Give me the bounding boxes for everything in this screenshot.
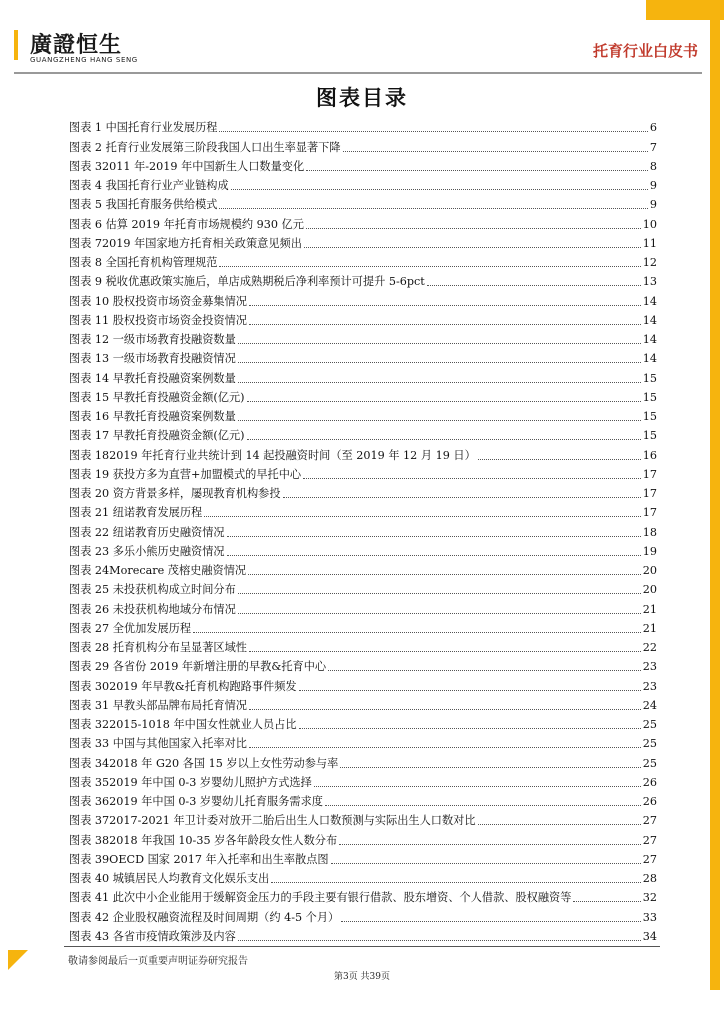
toc-entry[interactable]	[69, 366, 657, 385]
toc-entry-label: 图表 382018 年我国 10-35 岁各年龄段女性人数分布	[69, 833, 338, 847]
toc-entry-label: 图表 41 此次中小企业能用于缓解资金压力的手段主要有银行借款、股东增资、个人借款、股权融资等	[69, 891, 572, 905]
toc-dot-leader	[331, 863, 641, 864]
toc-dot-leader	[227, 555, 641, 556]
toc-dot-leader	[238, 362, 641, 363]
toc-entry-page: 10	[642, 217, 657, 231]
toc-entry-label: 图表 33 中国与其他国家入托率对比	[69, 737, 247, 751]
toc-entry[interactable]	[69, 867, 657, 886]
toc-entry-page: 17	[642, 487, 657, 500]
toc-dot-leader	[343, 151, 648, 152]
toc-dot-leader	[238, 420, 641, 421]
page-number: 第3页 共39页	[333, 972, 391, 982]
toc-entry-label: 图表 27 全优加发展历程	[69, 621, 192, 635]
logo-chinese-name: 廣證恒生	[30, 33, 123, 58]
toc-entry[interactable]	[69, 501, 657, 520]
toc-entry-page: 15	[642, 429, 657, 443]
toc-dot-leader	[193, 632, 641, 633]
toc-entry-label: 图表 72019 年国家地方托育相关政策意见频出	[69, 236, 302, 250]
toc-dot-leader	[219, 208, 647, 209]
toc-entry[interactable]	[69, 135, 657, 154]
toc-dot-leader	[219, 266, 640, 267]
header-divider	[14, 72, 702, 74]
toc-dot-leader	[238, 343, 641, 344]
toc-entry[interactable]	[69, 848, 657, 867]
toc-entry-page: 11	[642, 236, 657, 250]
toc-entry-label: 图表 5 我国托育服务供给模式	[69, 198, 218, 212]
toc-entry[interactable]	[69, 386, 657, 405]
toc-entry-label: 图表 21 纽诺教育发展历程	[69, 506, 203, 520]
toc-entry[interactable]	[69, 694, 657, 713]
toc-dot-leader	[231, 189, 648, 190]
report-title: 托育行业白皮书	[592, 42, 698, 60]
toc-entry-page: 23	[642, 660, 657, 674]
toc-entry[interactable]	[69, 597, 657, 616]
toc-dot-leader	[227, 536, 641, 537]
toc-dot-leader	[325, 805, 641, 806]
toc-entry[interactable]	[69, 270, 657, 289]
toc-entry[interactable]	[69, 540, 657, 559]
toc-entry-label: 图表 19 获投方多为直营+加盟模式的早托中心	[69, 467, 302, 481]
toc-entry[interactable]	[69, 155, 657, 174]
toc-entry-label: 图表 322015-1018 年中国女性就业人员占比	[69, 718, 297, 731]
toc-entry[interactable]	[69, 636, 657, 655]
toc-entry[interactable]	[69, 674, 657, 693]
toc-entry[interactable]	[69, 443, 657, 462]
toc-dot-leader	[271, 882, 640, 883]
toc-entry-page: 25	[642, 737, 657, 751]
toc-dot-leader	[303, 478, 641, 479]
toc-entry-label: 图表 302019 年早教&托育机构跑路事件频发	[69, 679, 297, 693]
toc-entry-page: 17	[642, 467, 657, 481]
toc-entry-label: 图表 342018 年 G20 各国 15 岁以上女性劳动参与率	[69, 756, 339, 770]
toc-entry-page: 14	[642, 352, 657, 366]
page-edge-stripe	[710, 14, 720, 990]
footer-disclaimer: 敬请参阅最后一页重要声明证券研究报告	[68, 956, 248, 967]
toc-dot-leader	[340, 767, 640, 768]
toc-dot-leader	[339, 844, 641, 845]
toc-entry-page: 12	[642, 256, 657, 269]
toc-dot-leader	[247, 401, 641, 402]
toc-entry-label: 图表 24Morecare 茂榕史融资情况	[69, 564, 247, 577]
toc-entry-label: 图表 11 股权投资市场资金投资情况	[69, 313, 247, 327]
toc-entry-label: 图表 42 企业股权融资流程及时间周期（约 4-5 个月）	[69, 910, 340, 924]
toc-dot-leader	[306, 170, 648, 171]
toc-entry-page: 15	[642, 390, 657, 404]
toc-entry-label: 图表 20 资方背景多样，屡现教育机构参投	[69, 487, 281, 500]
toc-entry[interactable]	[69, 771, 657, 790]
toc-entry-page: 6	[649, 121, 657, 135]
toc-entry-page: 17	[642, 506, 657, 520]
toc-dot-leader	[573, 901, 640, 902]
toc-entry-label: 图表 29 各省份 2019 年新增注册的早教&托育中心	[69, 660, 327, 674]
toc-dot-leader	[478, 459, 641, 460]
toc-entry[interactable]	[69, 809, 657, 828]
toc-dot-leader	[249, 324, 641, 325]
toc-entry[interactable]	[69, 463, 657, 482]
toc-entry-page: 27	[642, 833, 657, 847]
toc-dot-leader	[238, 382, 641, 383]
toc-entry[interactable]	[69, 790, 657, 809]
toc-dot-leader	[283, 497, 641, 498]
toc-dot-leader	[249, 651, 641, 652]
toc-entry-page: 21	[642, 602, 657, 616]
toc-entry-label: 图表 39OECD 国家 2017 年入托率和出生率散点图	[69, 852, 329, 866]
toc-entry[interactable]	[69, 251, 657, 270]
toc-entry[interactable]	[69, 828, 657, 847]
toc-dot-leader	[314, 786, 641, 787]
toc-dot-leader	[249, 305, 641, 306]
toc-entry-page: 8	[649, 159, 657, 173]
toc-entry-page: 19	[642, 544, 657, 558]
toc-dot-leader	[238, 593, 641, 594]
toc-entry[interactable]	[69, 212, 657, 231]
toc-entry-label: 图表 22 纽诺教育历史融资情况	[69, 525, 225, 539]
toc-dot-leader	[204, 516, 641, 517]
toc-entry-page: 14	[642, 313, 657, 327]
toc-entry-label: 图表 25 未投获机构成立时间分布	[69, 583, 236, 597]
toc-entry-label: 图表 26 未投获机构地域分布情况	[69, 602, 236, 616]
toc-entry-label: 图表 372017-2021 年卫计委对放开二胎后出生人口数预测与实际出生人口数对比	[69, 814, 476, 828]
toc-entry-label: 图表 182019 年托育行业共统计到 14 起投融资时间（至 2019 年 12 月 19 日）	[69, 448, 476, 462]
toc-dot-leader	[328, 670, 641, 671]
toc-entry[interactable]	[69, 309, 657, 328]
toc-entry[interactable]	[69, 732, 657, 751]
toc-entry[interactable]	[69, 347, 657, 366]
toc-entry[interactable]	[69, 578, 657, 597]
toc-entry[interactable]	[69, 559, 657, 578]
toc-dot-leader	[249, 747, 641, 748]
toc-entry-label: 图表 1 中国托育行业发展历程	[69, 121, 218, 135]
toc-dot-leader	[248, 574, 641, 575]
logo-english-name: GUANGZHENG HANG SENG	[30, 56, 138, 64]
toc-entry[interactable]	[69, 751, 657, 770]
toc-entry-page: 22	[642, 641, 657, 654]
toc-entry-label: 图表 15 早教托育投融资金额(亿元)	[69, 390, 245, 404]
toc-entry-label: 图表 8 全国托育机构管理规范	[69, 256, 218, 269]
toc-entry[interactable]	[69, 617, 657, 636]
toc-entry[interactable]	[69, 328, 657, 347]
toc-entry-label: 图表 31 早教头部品牌布局托育情况	[69, 698, 247, 712]
toc-entry-page: 21	[642, 621, 657, 635]
toc-entry-label: 图表 28 托育机构分布呈显著区域性	[69, 641, 247, 654]
toc-entry-label: 图表 362019 年中国 0-3 岁婴幼儿托育服务需求度	[69, 795, 323, 808]
toc-entry-page: 13	[642, 275, 657, 289]
toc-entry-label: 图表 43 各省市疫情政策涉及内容	[69, 929, 236, 943]
toc-entry-page: 26	[642, 795, 657, 808]
brand-logo	[14, 26, 164, 70]
toc-entry-page: 24	[642, 698, 657, 712]
toc-entry[interactable]	[69, 905, 657, 924]
toc-dot-leader	[299, 690, 641, 691]
toc-entry[interactable]	[69, 232, 657, 251]
toc-dot-leader	[299, 728, 641, 729]
toc-dot-leader	[238, 940, 641, 941]
toc-dot-leader	[219, 131, 647, 132]
toc-entry-page: 15	[642, 410, 657, 423]
toc-entry[interactable]	[69, 424, 657, 443]
toc-entry-label: 图表 352019 年中国 0-3 岁婴幼儿照护方式选择	[69, 775, 312, 789]
toc-entry-label: 图表 40 城镇居民人均教育文化娱乐支出	[69, 872, 270, 885]
toc-entry[interactable]	[69, 655, 657, 674]
toc-entry-page: 15	[642, 371, 657, 385]
toc-entry-page: 27	[642, 852, 657, 866]
toc-entry-label: 图表 13 一级市场教育投融资情况	[69, 352, 236, 366]
toc-entry-page: 23	[642, 679, 657, 693]
toc-entry-label: 图表 32011 年-2019 年中国新生人口数量变化	[69, 159, 305, 173]
toc-entry[interactable]	[69, 482, 657, 501]
page-title: 图表目录	[316, 85, 408, 110]
toc-entry-label: 图表 14 早教托育投融资案例数量	[69, 371, 236, 385]
toc-entry-page: 14	[642, 333, 657, 346]
toc-dot-leader	[249, 709, 641, 710]
toc-entry-page: 28	[642, 872, 657, 885]
toc-entry-page: 33	[642, 910, 657, 924]
toc-entry[interactable]	[69, 520, 657, 539]
toc-dot-leader	[427, 285, 641, 286]
toc-entry[interactable]	[69, 174, 657, 193]
toc-entry-label: 图表 16 早教托育投融资案例数量	[69, 410, 236, 423]
toc-entry-page: 14	[642, 294, 657, 308]
toc-dot-leader	[238, 613, 641, 614]
toc-entry[interactable]	[69, 713, 657, 732]
toc-entry[interactable]	[69, 405, 657, 424]
toc-entry-page: 32	[642, 891, 657, 905]
toc-entry-page: 27	[642, 814, 657, 828]
toc-entry[interactable]	[69, 886, 657, 905]
toc-entry-label: 图表 12 一级市场教育投融资数量	[69, 333, 236, 346]
toc-dot-leader	[247, 439, 641, 440]
toc-entry-label: 图表 23 多乐小熊历史融资情况	[69, 544, 225, 558]
toc-entry-label: 图表 10 股权投资市场资金募集情况	[69, 294, 247, 308]
toc-entry-label: 图表 9 税收优惠政策实施后，单店成熟期税后净利率预计可提升 5-6pct	[69, 275, 425, 289]
footer-divider	[64, 946, 660, 947]
toc-entry-page: 7	[649, 140, 657, 154]
toc-entry-label: 图表 6 估算 2019 年托育市场规模约 930 亿元	[69, 217, 304, 231]
toc-entry[interactable]	[69, 193, 657, 212]
toc-entry-page: 34	[642, 929, 657, 943]
toc-entry[interactable]	[69, 925, 657, 944]
logo-accent-bar	[14, 30, 18, 60]
toc-entry-page: 9	[649, 179, 657, 192]
toc-entry-page: 9	[649, 198, 657, 212]
toc-entry-page: 18	[642, 525, 657, 539]
toc-entry-page: 26	[642, 775, 657, 789]
toc-dot-leader	[341, 921, 641, 922]
toc-entry-label: 图表 2 托育行业发展第三阶段我国人口出生率显著下降	[69, 140, 341, 154]
toc-dot-leader	[306, 228, 641, 229]
figure-toc-list	[69, 116, 657, 944]
toc-dot-leader	[478, 824, 641, 825]
toc-entry-page: 25	[642, 756, 657, 770]
toc-entry-page: 25	[642, 718, 657, 731]
toc-entry-label: 图表 17 早教托育投融资金额(亿元)	[69, 429, 245, 443]
toc-entry[interactable]	[69, 116, 657, 135]
toc-entry-page: 20	[642, 583, 657, 597]
toc-dot-leader	[304, 247, 641, 248]
footer-accent-triangle	[8, 950, 28, 970]
toc-entry-page: 20	[642, 564, 657, 577]
toc-entry-page: 16	[642, 448, 657, 462]
toc-entry[interactable]	[69, 289, 657, 308]
toc-entry-label: 图表 4 我国托育行业产业链构成	[69, 179, 229, 192]
